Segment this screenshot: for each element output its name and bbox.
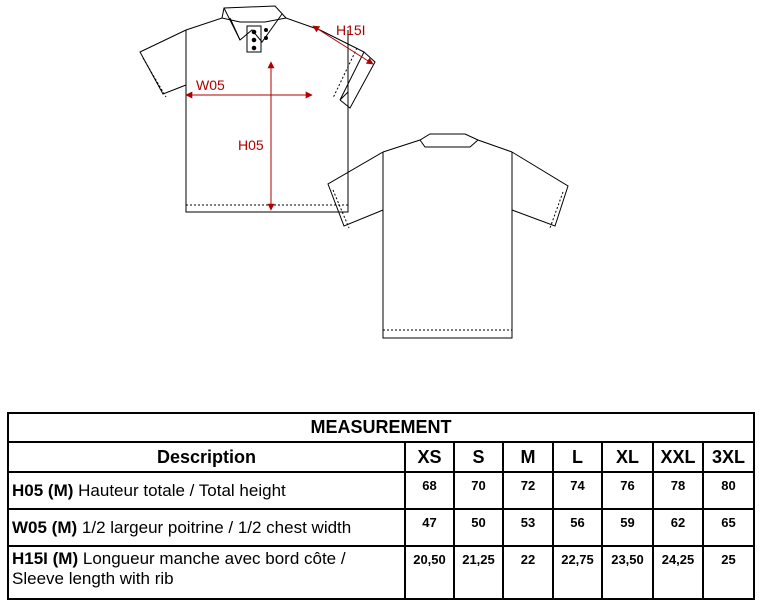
value-cell: 47: [405, 509, 454, 546]
header-size-xl: XL: [602, 442, 653, 472]
value-cell: 23,50: [602, 546, 653, 599]
h05-label: H05: [238, 137, 264, 153]
value-cell: 22: [503, 546, 553, 599]
header-size-xxl: XXL: [653, 442, 703, 472]
row-label-line2: Sleeve length with rib: [12, 569, 174, 588]
value-cell: 78: [653, 472, 703, 509]
value-cell: 62: [653, 509, 703, 546]
header-size-m: M: [503, 442, 553, 472]
value-cell: 68: [405, 472, 454, 509]
value-cell: 72: [503, 472, 553, 509]
h15l-label: H15I: [336, 22, 366, 38]
value-cell: 50: [454, 509, 503, 546]
value-cell: 21,25: [454, 546, 503, 599]
value-cell: 65: [703, 509, 754, 546]
value-cell: 25: [703, 546, 754, 599]
value-cell: 74: [553, 472, 602, 509]
row-label: Hauteur totale / Total height: [78, 480, 286, 500]
value-cell: 56: [553, 509, 602, 546]
row-description: [8, 509, 405, 546]
measurement-table: [7, 412, 755, 600]
polo-back-view: [328, 134, 568, 338]
header-size-l: L: [553, 442, 602, 472]
value-cell: 76: [602, 472, 653, 509]
table-title: MEASUREMENT: [8, 413, 754, 442]
value-cell: 59: [602, 509, 653, 546]
row-label: Longueur manche avec bord côte /: [82, 549, 346, 568]
w05-label: W05: [196, 77, 225, 93]
value-cell: 24,25: [653, 546, 703, 599]
row-code: H15I (M): [12, 549, 79, 568]
table-row: [8, 546, 754, 599]
header-size-s: S: [454, 442, 503, 472]
value-cell: 22,75: [553, 546, 602, 599]
table-row: [8, 472, 754, 509]
header-size-3xl: 3XL: [703, 442, 754, 472]
row-label: 1/2 largeur poitrine / 1/2 chest width: [81, 517, 352, 537]
dimension-lines: [186, 26, 373, 210]
header-row: [8, 442, 754, 472]
row-description: [8, 472, 405, 509]
header-size-xs: XS: [405, 442, 454, 472]
row-description: [8, 546, 405, 599]
value-cell: 53: [503, 509, 553, 546]
table-row: [8, 509, 754, 546]
row-code: W05 (M): [12, 517, 78, 537]
value-cell: 20,50: [405, 546, 454, 599]
header-description: Description: [8, 442, 405, 472]
value-cell: 70: [454, 472, 503, 509]
row-code: H05 (M): [12, 480, 74, 500]
value-cell: 80: [703, 472, 754, 509]
